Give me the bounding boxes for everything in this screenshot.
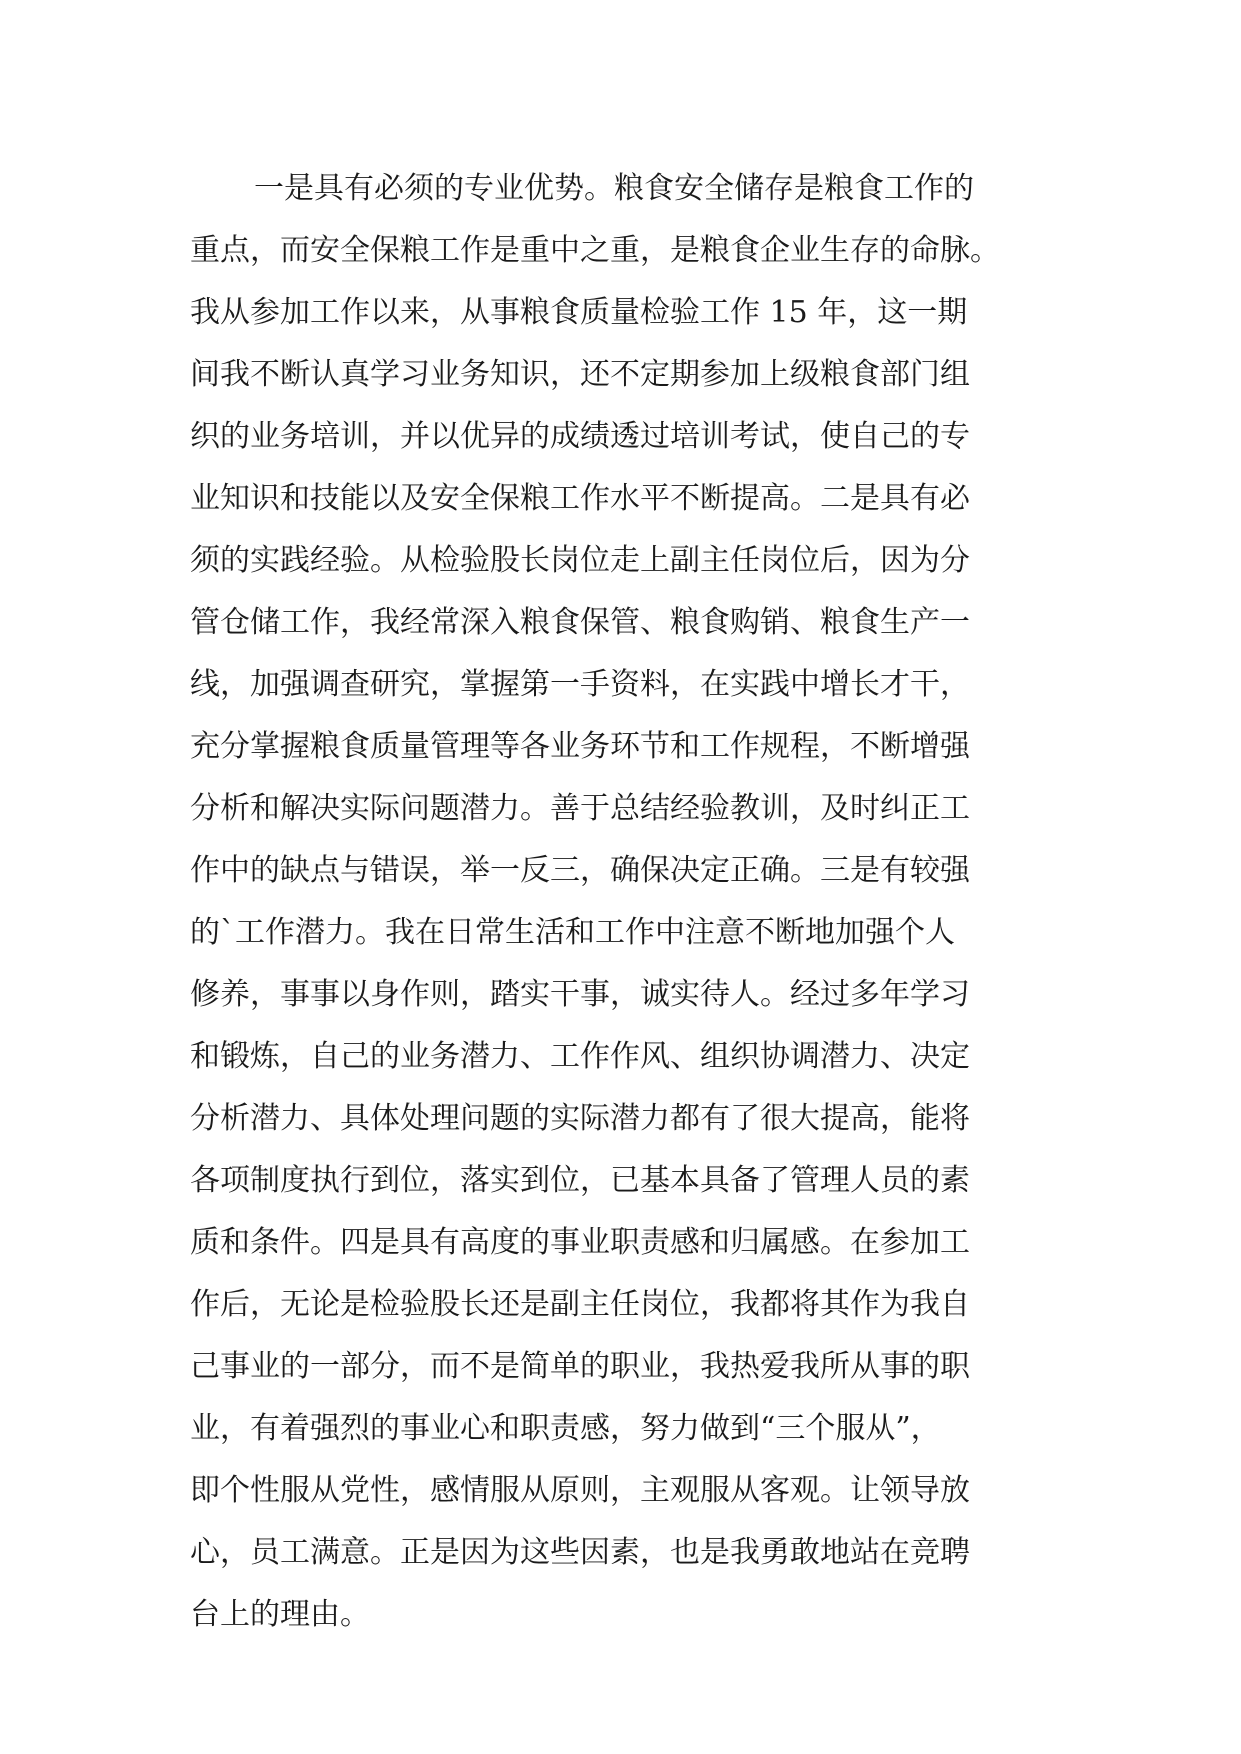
paragraph-line-21: 业，有着强烈的事业心和职责感，努力做到“三个服从”， — [190, 1411, 941, 1446]
paragraph-line-9: 线，加强调查研究，掌握第一手资料，在实践中增长才干， — [190, 667, 970, 702]
body-paragraph — [190, 158, 1060, 1646]
paragraph-line-12: 作中的缺点与错误，举一反三，确保决定正确。三是有较强 — [190, 853, 970, 888]
paragraph-line-13: 的`工作潜力。我在日常生活和工作中注意不断地加强个人 — [190, 915, 955, 950]
paragraph-line-4: 间我不断认真学习业务知识，还不定期参加上级粮食部门组 — [190, 357, 970, 392]
paragraph-line-17: 各项制度执行到位，落实到位，已基本具备了管理人员的素 — [190, 1163, 970, 1198]
paragraph-line-20: 己事业的一部分，而不是简单的职业，我热爱我所从事的职 — [190, 1349, 970, 1384]
paragraph-line-11: 分析和解决实际问题潜力。善于总结经验教训，及时纠正工 — [190, 791, 970, 826]
paragraph-line-23: 心，员工满意。正是因为这些因素，也是我勇敢地站在竞聘 — [190, 1535, 970, 1570]
paragraph-line-15: 和锻炼，自己的业务潜力、工作作风、组织协调潜力、决定 — [190, 1039, 970, 1074]
paragraph-line-14: 修养，事事以身作则，踏实干事，诚实待人。经过多年学习 — [190, 977, 970, 1012]
paragraph-line-10: 充分掌握粮食质量管理等各业务环节和工作规程，不断增强 — [190, 729, 970, 764]
paragraph-line-16: 分析潜力、具体处理问题的实际潜力都有了很大提高，能将 — [190, 1101, 970, 1136]
paragraph-line-1: 一是具有必须的专业优势。粮食安全储存是粮食工作的 — [254, 171, 974, 206]
paragraph-line-19: 作后，无论是检验股长还是副主任岗位，我都将其作为我自 — [190, 1287, 970, 1322]
paragraph-line-22: 即个性服从党性，感情服从原则，主观服从客观。让领导放 — [190, 1473, 970, 1508]
paragraph-line-2: 重点，而安全保粮工作是重中之重，是粮食企业生存的命脉。 — [190, 233, 1000, 268]
paragraph-line-24: 台上的理由。 — [190, 1597, 370, 1632]
paragraph-line-7: 须的实践经验。从检验股长岗位走上副主任岗位后，因为分 — [190, 543, 970, 578]
paragraph-line-18: 质和条件。四是具有高度的事业职责感和归属感。在参加工 — [190, 1225, 970, 1260]
paragraph-line-5: 织的业务培训，并以优异的成绩透过培训考试，使自己的专 — [190, 419, 970, 454]
paragraph-line-6: 业知识和技能以及安全保粮工作水平不断提高。二是具有必 — [190, 481, 970, 516]
paragraph-line-3: 我从参加工作以来，从事粮食质量检验工作 15 年，这一期 — [190, 295, 968, 330]
paragraph-line-8: 管仓储工作，我经常深入粮食保管、粮食购销、粮食生产一 — [190, 605, 970, 640]
